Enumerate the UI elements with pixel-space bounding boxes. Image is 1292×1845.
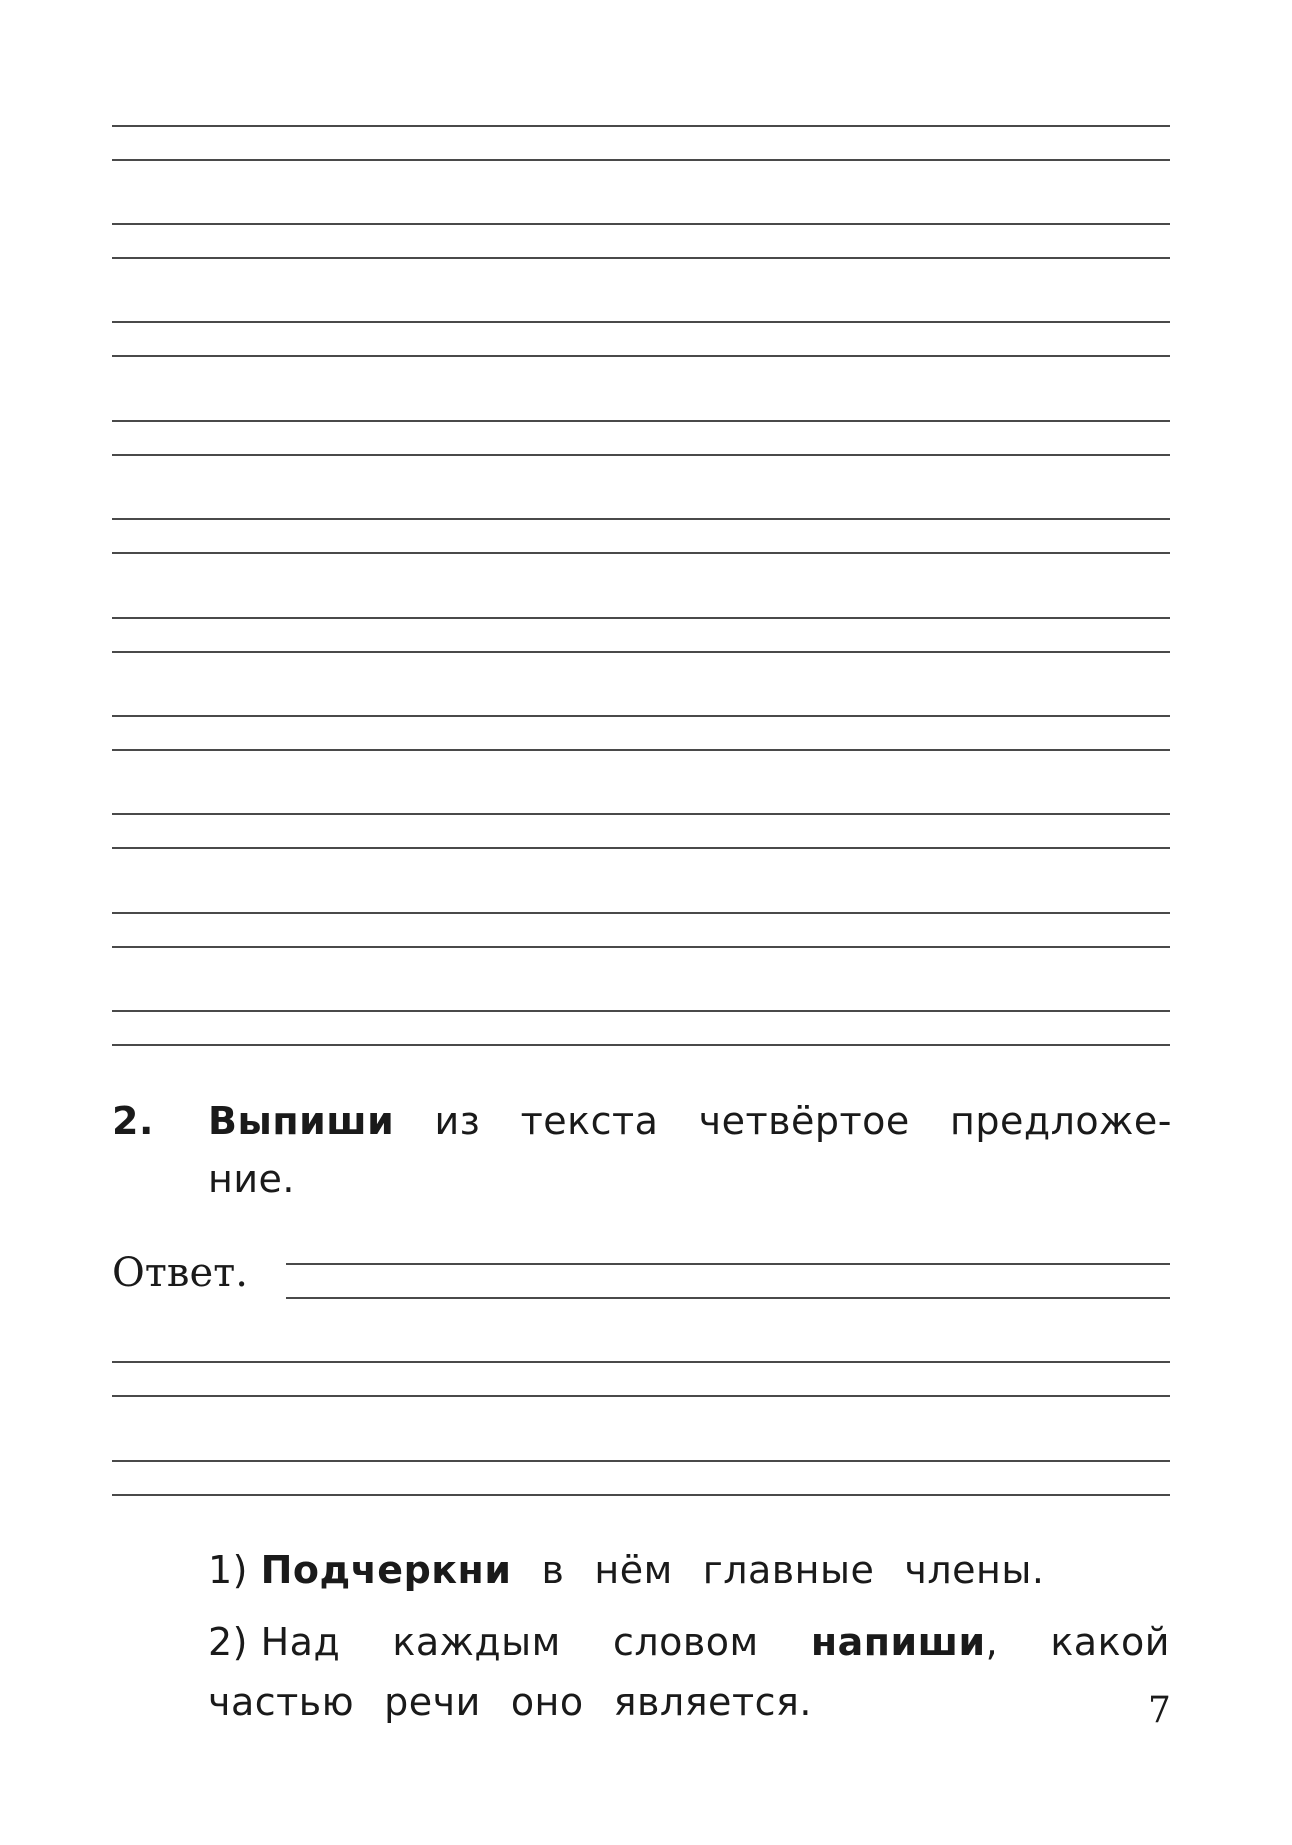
answer-line-1[interactable] [286,1263,1170,1299]
subtask-word: в [541,1548,565,1592]
task-verb: Выпиши [208,1099,395,1143]
task-word: четвёртое [698,1099,910,1143]
subtask-word: частью [208,1680,355,1724]
subtask-number: 2) [208,1620,249,1664]
task-word: из [434,1099,481,1143]
subtask-word: речи [384,1680,481,1724]
subtask-punct: , [985,1620,999,1664]
subtask-word: каждым [392,1620,561,1664]
answer-label: Ответ. [112,1250,248,1296]
writing-line-3[interactable] [112,321,1170,357]
task-word: предложе- [950,1099,1172,1143]
writing-line-10[interactable] [112,1010,1170,1046]
writing-line-8[interactable] [112,813,1170,849]
subtask-word: члены. [904,1548,1045,1592]
task-text [208,1092,1172,1208]
page-number: 7 [1148,1690,1171,1731]
writing-line-4[interactable] [112,420,1170,456]
subtask-word: главные [702,1548,875,1592]
writing-line-7[interactable] [112,715,1170,751]
task-number: 2. [112,1099,154,1143]
writing-line-2[interactable] [112,223,1170,259]
answer-line-3[interactable] [112,1460,1170,1496]
subtask-word: Над [260,1620,341,1664]
subtask-word: словом [612,1620,759,1664]
subtask-number: 1) [208,1548,249,1592]
subtask-word: является. [613,1680,812,1724]
subtask-verb: напиши [810,1620,986,1664]
writing-line-1[interactable] [112,125,1170,161]
writing-line-6[interactable] [112,617,1170,653]
subtask-word: оно [510,1680,584,1724]
task-word: текста [520,1099,659,1143]
task-text-line-2: ние. [208,1157,295,1201]
subtask-word: какой [1050,1620,1170,1664]
answer-line-2[interactable] [112,1361,1170,1397]
subtask-2 [208,1612,1170,1732]
writing-line-9[interactable] [112,912,1170,948]
subtask-word: нём [594,1548,673,1592]
writing-line-5[interactable] [112,518,1170,554]
subtask-1 [208,1540,1170,1600]
subtask-verb: Подчеркни [260,1548,512,1592]
